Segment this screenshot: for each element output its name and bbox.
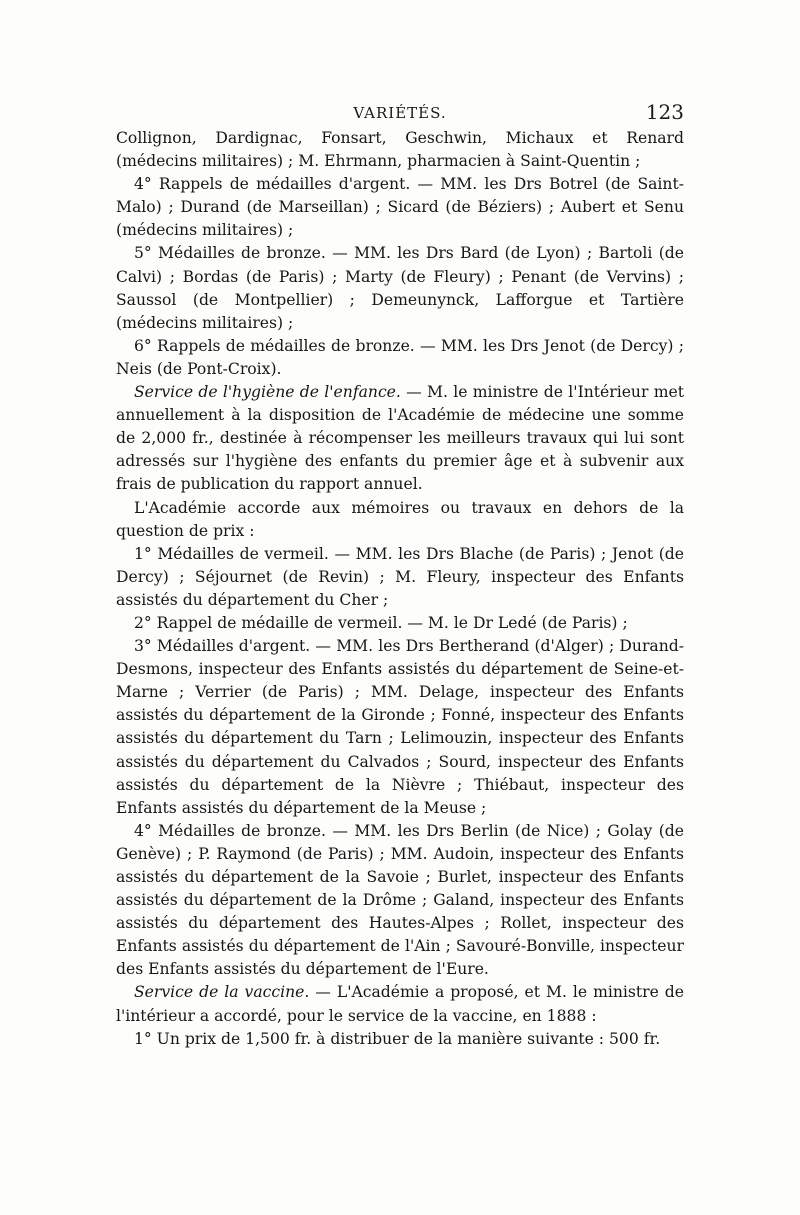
paragraph-text: 4° Rappels de médailles d'argent. — MM. les Drs Botrel (de Saint-Malo) ; Durand (de Marseillan) ; Sicard (de Béziers) ; Aubert et Senu (médecins militaires) ;: [116, 175, 684, 240]
paragraph-text: 6° Rappels de médailles de bronze. — MM. les Drs Jenot (de Dercy) ; Neis (de Pont-Croix).: [116, 336, 684, 378]
paragraph-medailles-bronze-enfance: [116, 820, 684, 982]
paragraph-prix-vaccine: [116, 1028, 684, 1051]
paragraph-text: 5° Médailles de bronze. — MM. les Drs Bard (de Lyon) ; Bartoli (de Calvi) ; Bordas (de Paris) ; Marty (de Fleury) ; Penant (de Vervins) ; Saussol (de Montpellier) ; Demeunynck, Lafforgue et Tartière (médecins militaires) ;: [116, 244, 684, 332]
paragraph-medailles-bronze: [116, 242, 684, 334]
paragraph-text: Collignon, Dardignac, Fonsart, Geschwin, Michaux et Renard (médecins militaires) ; M. Ehrmann, pharmacien à Saint-Quentin ;: [116, 129, 684, 171]
paragraph-hygiene-enfance: [116, 381, 684, 496]
running-head: [116, 98, 684, 122]
paragraph-service-vaccine: [116, 981, 684, 1027]
running-title: VARIÉTÉS.: [353, 104, 447, 122]
paragraph-rappels-bronze: [116, 335, 684, 381]
paragraph-rappel-vermeil: [116, 612, 684, 635]
paragraph-text: — M. le ministre de l'Intérieur met annuellement à la disposition de l'Académie de médecine une somme de 2,000 fr., destinée à récompenser les meilleurs travaux qui lui sont adressés sur l'hygiène des enfants du premier âge et à subvenir aux frais de publication du rapport annuel.: [116, 383, 684, 494]
paragraph-rappels-argent: [116, 173, 684, 242]
paragraph-medailles-argent: [116, 635, 684, 820]
paragraph-text: 2° Rappel de médaille de vermeil. — M. le Dr Ledé (de Paris) ;: [134, 613, 628, 632]
page-number: 123: [645, 100, 684, 124]
paragraph-text: 1° Un prix de 1,500 fr. à distribuer de la manière suivante : 500 fr.: [134, 1029, 661, 1048]
paragraph-academie-accorde: [116, 497, 684, 543]
paragraph-text: 3° Médailles d'argent. — MM. les Drs Bertherand (d'Alger) ; Durand-Desmons, inspecteur des Enfants assistés du département de Seine-et-Marne ; Verrier (de Paris) ; MM. Delage, inspecteur des Enfants assistés du département de la Gironde ; Fonné, inspecteur des Enfants assistés du département du Tarn ; Lelimouzin, inspecteur des Enfants assistés du département du Calvados ; Sourd, inspecteur des Enfants assistés du département de la Nièvre ; Thiébaut, inspecteur des Enfants assistés du département de la Meuse ;: [116, 637, 684, 817]
paragraph-text: 4° Médailles de bronze. — MM. les Drs Berlin (de Nice) ; Golay (de Genève) ; P. Raymond (de Paris) ; MM. Audoin, inspecteur des Enfants assistés du département de la Savoie ; Burlet, inspecteur des Enfants assistés du département de la Drôme ; Galand, inspecteur des Enfants assistés du département des Hautes-Alpes ; Rollet, inspecteur des Enfants assistés du département de l'Ain ; Savouré-Bonville, inspecteur des Enfants assistés du département de l'Eure.: [116, 821, 684, 979]
paragraph-medailles-vermeil: [116, 543, 684, 612]
section-lead: Service de la vaccine.: [134, 983, 310, 1002]
paragraph-continuation: [116, 127, 684, 173]
paragraph-text: — L'Académie a proposé, et M. le ministre de l'intérieur a accordé, pour le service de la vaccine, en 1888 :: [116, 983, 685, 1025]
paragraph-text: 1° Médailles de vermeil. — MM. les Drs Blache (de Paris) ; Jenot (de Dercy) ; Séjournet (de Revin) ; M. Fleury, inspecteur des Enfants assistés du département du Cher ;: [116, 544, 684, 609]
body-text: [116, 127, 684, 1051]
section-lead: Service de l'hygiène de l'enfance.: [134, 383, 401, 402]
paragraph-text: L'Académie accorde aux mémoires ou travaux en dehors de la question de prix :: [116, 498, 684, 540]
